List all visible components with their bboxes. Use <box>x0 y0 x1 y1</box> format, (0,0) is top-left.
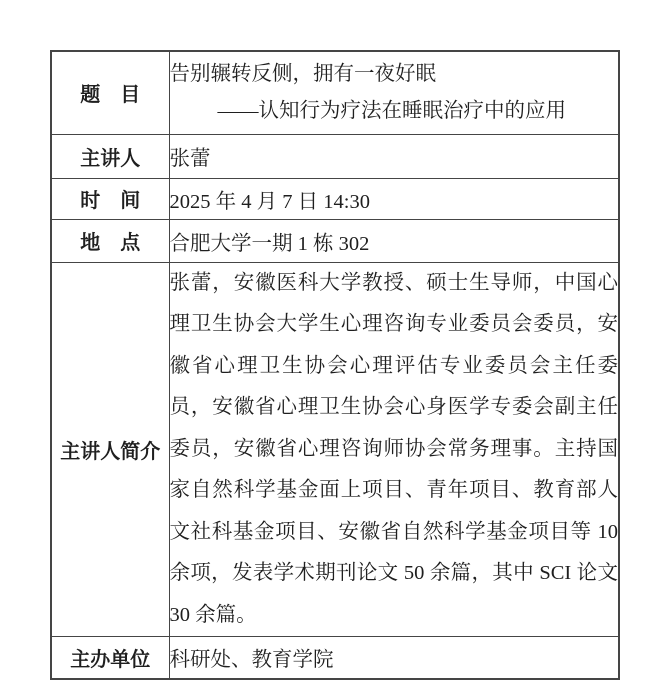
row-speaker-bio <box>51 262 619 637</box>
row-speaker <box>51 134 619 178</box>
location-value: 合肥大学一期 1 栋 302 <box>169 219 619 262</box>
title-value-cell <box>169 51 619 134</box>
organizer-value: 科研处、教育学院 <box>169 637 619 679</box>
speaker-label: 主讲人 <box>51 134 169 178</box>
speaker-bio-cell <box>169 262 619 637</box>
speaker-bio-label: 主讲人简介 <box>51 262 169 637</box>
row-title <box>51 51 619 134</box>
title-label: 题 目 <box>51 51 169 134</box>
lecture-info-table <box>50 50 620 680</box>
title-line-1: 告别辗转反侧，拥有一夜好眠 <box>169 62 436 85</box>
time-label: 时 间 <box>51 178 169 219</box>
time-value: 2025 年 4 月 7 日 14:30 <box>169 178 619 219</box>
location-label: 地 点 <box>51 219 169 262</box>
row-location <box>51 219 619 262</box>
row-time <box>51 178 619 219</box>
speaker-bio-text: 张蕾，安徽医科大学教授、硕士生导师，中国心理卫生协会大学生心理咨询专业委员会委员，安徽省心理卫生协会心理评估专业委员会主任委员，安徽省心理卫生协会心身医学专委会副主任委员，安徽省心理咨询师协会常务理事。主持国家自然科学基金面上项目、青年项目、教育部人文社科基金项目、安徽省自然科学基金项目等 10 余项，发表学术期刊论文 50 余篇，其中 SCI 论文 30 余篇。 <box>169 271 618 626</box>
title-line-2: ——认知行为疗法在睡眠治疗中的应用 <box>217 99 566 122</box>
organizer-label: 主办单位 <box>51 637 169 679</box>
row-organizer <box>51 637 619 679</box>
speaker-value: 张蕾 <box>169 134 619 178</box>
